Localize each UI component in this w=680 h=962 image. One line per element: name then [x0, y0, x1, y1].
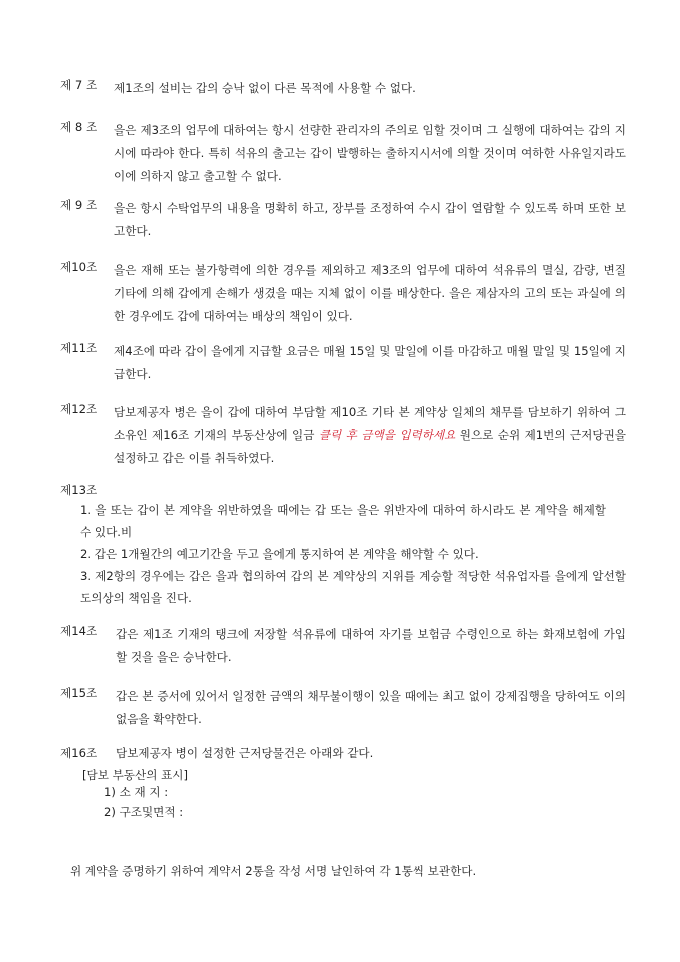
article-14	[60, 623, 626, 669]
article-text: 을은 항시 수탁업무의 내용을 명확히 하고, 장부를 조정하여 수시 갑이 열람할 수 있도록 하며 또한 보고한다.	[114, 201, 626, 238]
article-text: 제4조에 따라 갑이 을에게 지급할 요금은 매월 15일 및 말일에 이를 마감하고 매월 말일 및 15일에 지급한다.	[114, 344, 626, 381]
article-16-label: 제16조	[60, 746, 98, 760]
article-text: 갑은 제1조 기재의 탱크에 저장할 석유류에 대하여 자기를 보험금 수령인으로 하는 화재보험에 가입할 것을 을은 승낙한다.	[116, 627, 626, 664]
article-16-text: 담보제공자 병이 설정한 근저당물건은 아래와 같다.	[116, 746, 374, 760]
article-9	[60, 197, 626, 243]
amount-input-field[interactable]: 클릭 후 금액을 입력하세요	[318, 428, 456, 442]
article-13-item-2: 2. 갑은 1개월간의 예고기간을 두고 을에게 통지하여 본 계약을 해약할 수 있다.	[80, 547, 479, 561]
article-label: 제15조	[60, 686, 98, 700]
article-15	[60, 685, 626, 731]
article-label: 제12조	[60, 402, 98, 416]
article-8	[60, 119, 626, 188]
article-text-before: 담보제공자 병은 을이 갑에 대하여 부담할 제10조 기타 본 계약상 일체의 채무를 담보하기 위하여 그 소유인 제16조 기재의 부동산상에 일금	[114, 405, 626, 442]
article-label: 제 7 조	[60, 78, 98, 92]
closing-statement: 위 계약을 증명하기 위하여 계약서 2통을 작성 서명 날인하여 각 1통씩 보관한다.	[70, 864, 477, 878]
article-12	[60, 401, 626, 470]
collateral-structure-area: 2) 구조및면적 :	[104, 805, 184, 819]
article-label: 제10조	[60, 260, 98, 274]
article-13-item-3: 3. 제2항의 경우에는 갑은 을과 협의하여 갑의 본 계약상의 지위를 계승할 적당한 석유업자를 을에게 알선할 도의상의 책임을 진다.	[80, 569, 626, 605]
article-text: 제1조의 설비는 갑의 승낙 없이 다른 목적에 사용할 수 없다.	[114, 81, 416, 95]
article-13-label: 제13조	[60, 483, 98, 497]
article-label: 제14조	[60, 624, 98, 638]
article-text: 을은 재해 또는 불가항력에 의한 경우를 제외하고 제3조의 업무에 대하여 석유류의 멸실, 감량, 변질 기타에 의해 갑에게 손해가 생겼을 때는 지체 없이 이를 배상한다. 을은 제삼자의 고의 또는 과실에 의한 경우에도 갑에 대하여는 배상의 책임이 있다.	[114, 263, 626, 323]
article-11	[60, 340, 626, 386]
article-7	[60, 77, 626, 100]
article-13-items	[60, 499, 626, 609]
collateral-heading: [담보 부동산의 표시]	[82, 768, 189, 782]
article-text	[114, 401, 626, 470]
collateral-location: 1) 소 재 지 :	[104, 785, 169, 799]
article-text: 을은 제3조의 업무에 대하여는 항시 선량한 관리자의 주의로 임할 것이며 그 실행에 대하여는 갑의 지시에 따라야 한다. 특히 석유의 출고는 갑이 발행하는 출하지시서에 의할 것이며 여하한 사유일지라도 이에 의하지 않고 출고할 수 없다.	[114, 123, 626, 183]
article-text: 갑은 본 증서에 있어서 일정한 금액의 채무불이행이 있을 때에는 최고 없이 강제집행을 당하여도 이의 없음을 확약한다.	[116, 689, 626, 726]
article-label: 제 8 조	[60, 120, 98, 134]
article-13-item-1: 1. 을 또는 갑이 본 계약을 위반하였을 때에는 갑 또는 을은 위반자에 대하여 하시라도 본 계약을 해제할 수 있다.비	[80, 503, 606, 539]
article-label: 제11조	[60, 341, 98, 355]
article-label: 제 9 조	[60, 198, 98, 212]
article-10	[60, 259, 626, 328]
article-text-after: 원으로 순위 제1번의 근저당권을 설정하고 갑은 이를 취득하였다.	[114, 428, 626, 465]
